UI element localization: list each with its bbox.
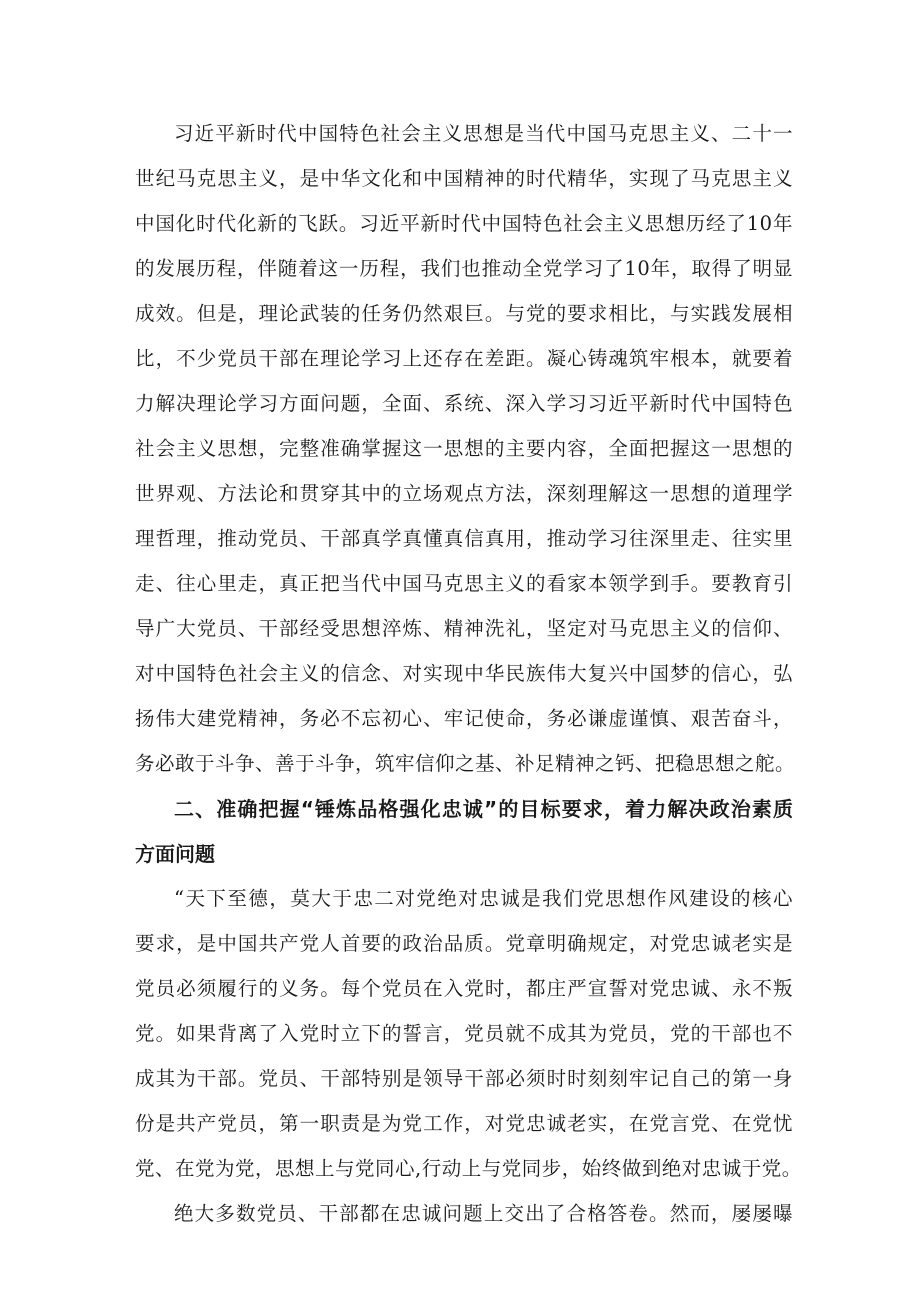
text-line: 对中国特色社会主义的信念、对实现中华民族伟大复兴中国梦的信心，弘 xyxy=(135,662,793,685)
text-line: 理哲理，推动党员、干部真学真懂真信真用，推动学习往深里走、往实里 xyxy=(135,527,793,550)
text-line: 绝大多数党员、干部都在忠诚问题上交出了合格答卷。然而，屡屡曝 xyxy=(174,1202,793,1225)
text-line: 份是共产党员，第一职责是为党工作，对党忠诚老实，在党言党、在党忧 xyxy=(135,1112,793,1135)
text-line: 党、在党为党，思想上与党同心,行动上与党同步，始终做到绝对忠诚于党。 xyxy=(135,1157,802,1180)
heading-line: 二、准确把握“锤炼品格强化忠诚”的目标要求，着力解决政治素质 xyxy=(174,797,793,821)
text-line: 成效。但是，理论武装的任务仍然艰巨。与党的要求相比，与实践发展相 xyxy=(135,302,793,325)
heading-line: 方面问题 xyxy=(135,842,215,866)
text-line: 扬伟大建党精神，务必不忘初心、牢记使命，务必谦虚谨慎、艰苦奋斗， xyxy=(135,707,793,730)
text-line: 党。如果背离了入党时立下的誓言，党员就不成其为党员，党的干部也不 xyxy=(135,1022,793,1045)
text-line: 中国化时代化新的飞跃。习近平新时代中国特色社会主义思想历经了10年 xyxy=(135,212,793,235)
text-line: 务必敢于斗争、善于斗争，筑牢信仰之基、补足精神之钙、把稳思想之舵。 xyxy=(135,752,796,775)
text-line: 走、往心里走，真正把当代中国马克思主义的看家本领学到手。要教育引 xyxy=(135,572,793,595)
text-line: 世界观、方法论和贯穿其中的立场观点方法，深刻理解这一思想的道理学 xyxy=(135,482,793,505)
text-line: 比，不少党员干部在理论学习上还存在差距。凝心铸魂筑牢根本，就要着 xyxy=(135,347,793,370)
text-line: 习近平新时代中国特色社会主义思想是当代中国马克思主义、二十一 xyxy=(174,122,793,145)
text-line: 力解决理论学习方面问题，全面、系统、深入学习习近平新时代中国特色 xyxy=(135,392,793,415)
text-line: 导广大党员、干部经受思想淬炼、精神洗礼，坚定对马克思主义的信仰、 xyxy=(135,617,793,640)
text-line: 的发展历程，伴随着这一历程，我们也推动全党学习了10年，取得了明显 xyxy=(135,257,793,280)
text-line: 成其为干部。党员、干部特别是领导干部必须时时刻刻牢记自己的第一身 xyxy=(135,1067,793,1090)
text-line: 社会主义思想，完整准确掌握这一思想的主要内容，全面把握这一思想的 xyxy=(135,437,793,460)
text-line: 世纪马克思主义，是中华文化和中国精神的时代精华，实现了马克思主义 xyxy=(135,167,793,190)
text-line: 要求，是中国共产党人首要的政治品质。党章明确规定，对党忠诚老实是 xyxy=(135,932,793,955)
text-line: 党员必须履行的义务。每个党员在入党时，都庄严宣誓对党忠诚、永不叛 xyxy=(135,977,793,1000)
text-line: “天下至德，莫大于忠二对党绝对忠诚是我们党思想作风建设的核心 xyxy=(174,887,793,910)
